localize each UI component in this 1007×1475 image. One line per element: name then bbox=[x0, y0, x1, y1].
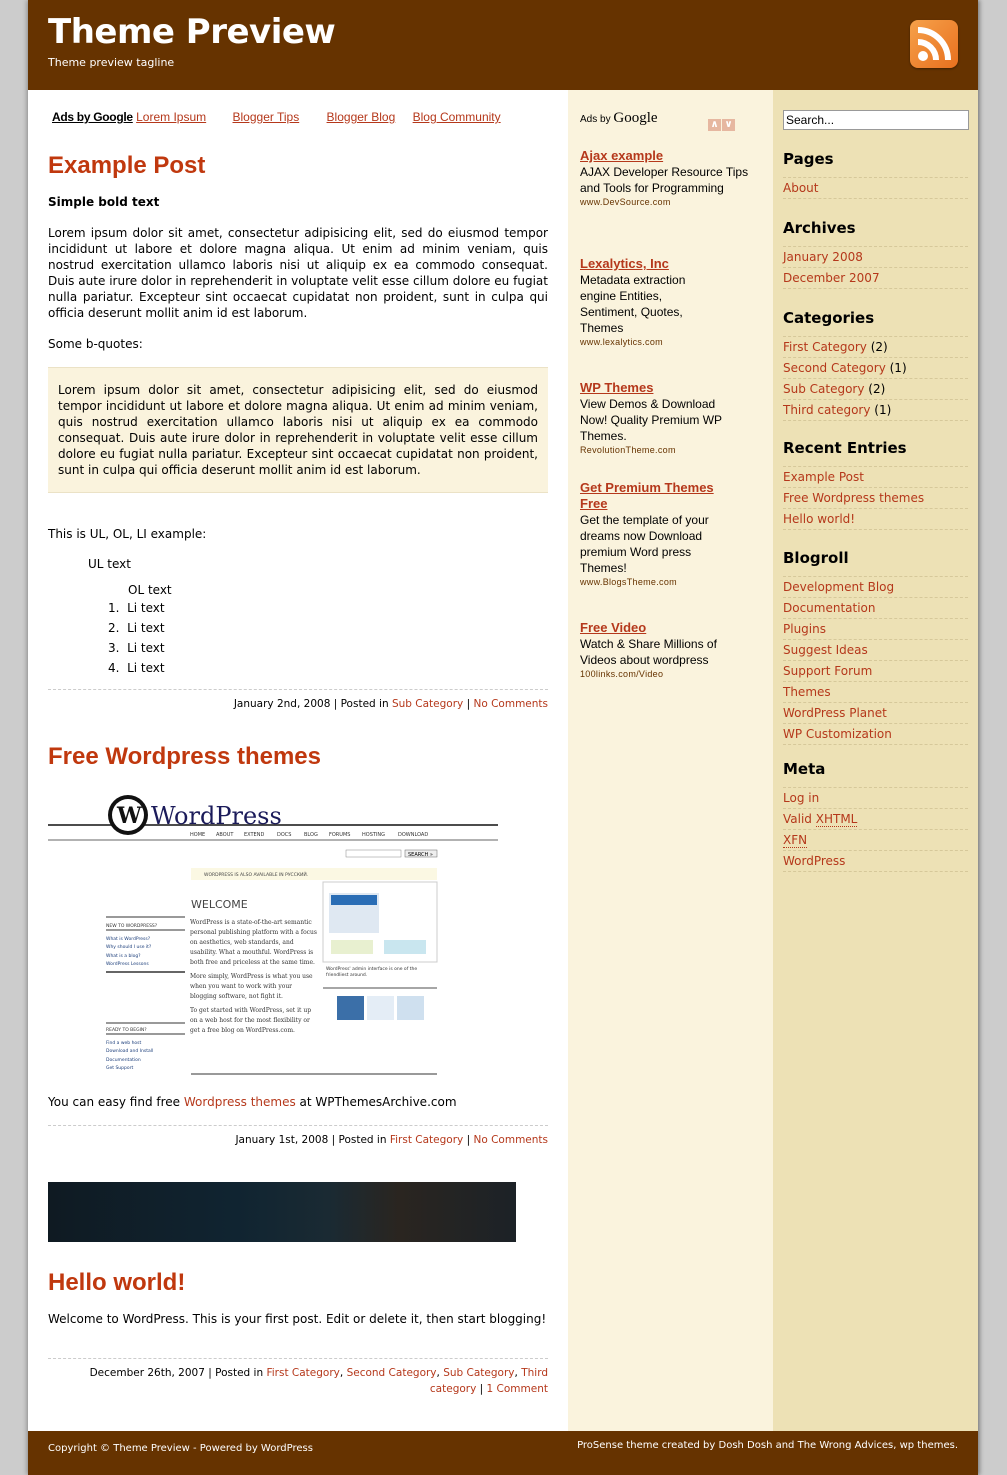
svg-text:WELCOME: WELCOME bbox=[191, 898, 248, 911]
rss-feed-icon[interactable] bbox=[910, 20, 958, 68]
post-date: January 1st, 2008 bbox=[235, 1134, 329, 1146]
ad-url[interactable]: www.lexalytics.com bbox=[580, 337, 663, 347]
post-text: You can easy find free Wordpress themes at WPThemesArchive.com bbox=[48, 1095, 457, 1109]
page-container bbox=[28, 0, 978, 1475]
category-link[interactable]: Third category bbox=[429, 1367, 548, 1395]
link-unit-blog-community[interactable]: Blog Community bbox=[412, 110, 501, 124]
blogroll-link[interactable]: WordPress Planet bbox=[783, 703, 968, 724]
ads-by-google-label[interactable]: Ads by Google bbox=[52, 110, 133, 124]
svg-text:W: W bbox=[117, 803, 142, 829]
ad-next-arrow-icon[interactable]: ∨ bbox=[722, 119, 735, 131]
ol-item: 2. Li text bbox=[108, 621, 165, 635]
post-paragraph: Lorem ipsum dolor sit amet, consectetur adipisicing elit, sed do eiusmod tempor incididunt ut labore et dolore magna aliqua. Ut enim ad minim veniam, quis nostrud exercitation ullamco laboris nisi ut aliquip ex ea commodo consequat. Duis aute irure dolor in reprehenderit in voluptate velit esse cillum dolore eu fugiat nulla pariatur. Excepteur sint occaecat cupidatat non proident, sunt in culpa qui officia deserunt mollit anim id est laborum. bbox=[48, 226, 548, 320]
ol-item: 3. Li text bbox=[108, 641, 165, 655]
sidebar-heading-blogroll: Blogroll bbox=[783, 549, 849, 567]
svg-text:HOME: HOME bbox=[190, 832, 206, 838]
ad-item[interactable] bbox=[580, 380, 760, 456]
ad-description: Metadata extraction engine Entities, Sentiment, Quotes, Themes bbox=[580, 273, 686, 335]
ad-url[interactable]: RevolutionTheme.com bbox=[580, 445, 676, 455]
link-unit-blogger-tips[interactable]: Blogger Tips bbox=[232, 110, 300, 124]
category-item[interactable]: First Category (2) bbox=[783, 337, 968, 358]
ad-description: AJAX Developer Resource Tips and Tools for Programming bbox=[580, 165, 749, 195]
comments-link[interactable]: No Comments bbox=[473, 1134, 548, 1146]
svg-text:What is a blog?: What is a blog? bbox=[106, 954, 141, 959]
comments-link[interactable]: 1 Comment bbox=[486, 1383, 548, 1395]
wordpress-link[interactable]: WordPress bbox=[783, 851, 968, 872]
svg-text:Why should I use it?: Why should I use it? bbox=[106, 945, 152, 950]
svg-text:WordPress' admin interface is: WordPress' admin interface is one of the bbox=[326, 967, 418, 972]
site-title[interactable]: Theme Preview bbox=[48, 12, 336, 52]
site-tagline: Theme preview tagline bbox=[48, 56, 175, 69]
blogroll-link[interactable]: Plugins bbox=[783, 619, 968, 640]
blogroll-link[interactable]: Suggest Ideas bbox=[783, 640, 968, 661]
recent-entries-list bbox=[783, 466, 968, 530]
main-content bbox=[28, 90, 568, 1431]
svg-text:DOCS: DOCS bbox=[277, 832, 292, 838]
sidebar-link-about[interactable]: About bbox=[783, 178, 968, 199]
svg-text:HOSTING: HOSTING bbox=[362, 832, 386, 838]
link-unit-blogger-blog[interactable]: Blogger Blog bbox=[326, 110, 396, 124]
svg-text:WordPress Lessons: WordPress Lessons bbox=[106, 962, 149, 967]
sidebar bbox=[773, 90, 978, 1431]
sidebar-heading-meta: Meta bbox=[783, 760, 826, 778]
svg-text:NEW TO WORDPRESS?: NEW TO WORDPRESS? bbox=[106, 924, 158, 929]
svg-text:ABOUT: ABOUT bbox=[216, 832, 234, 838]
post-meta: January 2nd, 2008 | Posted in Sub Category | No Comments bbox=[48, 689, 548, 712]
banner-image bbox=[48, 1182, 516, 1242]
svg-text:READY TO BEGIN?: READY TO BEGIN? bbox=[106, 1028, 147, 1033]
svg-text:EXTEND: EXTEND bbox=[244, 832, 265, 838]
pages-list bbox=[783, 177, 968, 199]
ad-url[interactable]: www.BlogsTheme.com bbox=[580, 577, 677, 587]
comments-link[interactable]: No Comments bbox=[473, 698, 548, 710]
post-meta: January 1st, 2008 | Posted in First Category | No Comments bbox=[48, 1125, 548, 1148]
categories-list bbox=[783, 336, 968, 421]
archive-link[interactable]: December 2007 bbox=[783, 268, 968, 289]
recent-entry-link[interactable]: Example Post bbox=[783, 467, 968, 488]
site-header bbox=[28, 0, 978, 90]
ad-url[interactable]: www.DevSource.com bbox=[580, 197, 671, 207]
site-footer bbox=[28, 1431, 978, 1475]
category-link[interactable]: Sub Category bbox=[443, 1367, 515, 1379]
ad-title[interactable]: Lexalytics, Inc bbox=[580, 256, 669, 271]
svg-text:friendliest around.: friendliest around. bbox=[326, 973, 368, 978]
blogroll-link[interactable]: WP Customization bbox=[783, 724, 968, 745]
svg-text:BLOG: BLOG bbox=[304, 832, 318, 838]
ad-item[interactable] bbox=[580, 148, 760, 208]
ads-by-google-header[interactable]: Ads by Google bbox=[580, 110, 658, 126]
post-title-hello-world[interactable]: Hello world! bbox=[48, 1269, 186, 1296]
ad-item[interactable] bbox=[580, 620, 760, 680]
category-item[interactable]: Third category (1) bbox=[783, 400, 968, 421]
archive-link[interactable]: January 2008 bbox=[783, 247, 968, 268]
category-item[interactable]: Second Category (1) bbox=[783, 358, 968, 379]
sidebar-heading-pages: Pages bbox=[783, 150, 834, 168]
svg-text:WORDPRESS IS ALSO AVAILABLE IN: WORDPRESS IS ALSO AVAILABLE IN РУССКИЙ. bbox=[204, 873, 309, 878]
ad-description: Get the template of your dreams now Download premium Word press Themes! bbox=[580, 513, 709, 575]
wordpress-themes-link[interactable]: Wordpress themes bbox=[183, 1095, 296, 1109]
bquote-intro: Some b-quotes: bbox=[48, 337, 143, 351]
ad-item[interactable] bbox=[580, 480, 760, 588]
post-date: December 26th, 2007 bbox=[89, 1367, 205, 1379]
ol-text: OL text bbox=[128, 583, 172, 597]
ad-title[interactable]: Ajax example bbox=[580, 148, 664, 163]
svg-text:DOWNLOAD: DOWNLOAD bbox=[398, 832, 429, 838]
ol-item: 1. Li text bbox=[108, 601, 165, 615]
login-link[interactable]: Log in bbox=[783, 788, 968, 809]
ad-item[interactable] bbox=[580, 256, 760, 348]
blogroll-link[interactable]: Support Forum bbox=[783, 661, 968, 682]
svg-text:Download and Install: Download and Install bbox=[106, 1049, 154, 1054]
google-link-unit bbox=[52, 110, 501, 124]
sidebar-heading-recent-entries: Recent Entries bbox=[783, 439, 907, 457]
post-paragraph: Welcome to WordPress. This is your first post. Edit or delete it, then start blogging! bbox=[48, 1312, 547, 1326]
wordpress-screenshot-image: W WordPress HOME ABOUT EXTEND DOCS BLOG FORUMS HOSTING DOWNLOAD SEARCH » WORDPRESS IS ALSO AVAILABLE IN РУССКИЙ. WELCOME NEW TO WORDPRESS? What is WordPress? Why should I use it? What is a blog? WordPress Lessons READY TO BEGIN? Find a web host Download and Install Documentation Get Support WordPress is a state-of-the-art semantic personal publishing platform with a focus on aesthetics, web standards, and usability. What a mouthful. WordPress is both free and priceless at the same time. More simply, WordPress is what you use when you want to work with your blogging software, not fight it. To get started with WordPress, set it up on a web host for the most flexibility or get a free blog on WordPress.com. WordPress' admin interface is one of the friendliest around. bbox=[48, 790, 498, 1075]
footer-credits: ProSense theme created by Dosh Dosh and The Wrong Advices, wp themes. bbox=[577, 1440, 958, 1451]
ad-description: View Demos & Download Now! Quality Premium WP Themes. bbox=[580, 397, 722, 443]
archives-list bbox=[783, 246, 968, 289]
category-link[interactable]: Second Category bbox=[346, 1367, 437, 1379]
svg-text:Get Support: Get Support bbox=[106, 1066, 134, 1071]
category-link[interactable]: Sub Category bbox=[391, 698, 464, 710]
category-link[interactable]: First Category bbox=[266, 1367, 340, 1379]
svg-text:Find a web host: Find a web host bbox=[106, 1041, 142, 1046]
svg-text:Documentation: Documentation bbox=[106, 1058, 141, 1063]
sidebar-heading-categories: Categories bbox=[783, 309, 875, 327]
post-date: January 2nd, 2008 bbox=[233, 698, 331, 710]
ad-url[interactable]: 100links.com/Video bbox=[580, 669, 664, 679]
svg-text:FORUMS: FORUMS bbox=[329, 832, 351, 838]
post-meta: December 26th, 2007 | Posted in First Category, Second Category, Sub Category, Third category | 1 Comment bbox=[48, 1358, 548, 1397]
ad-title[interactable]: Free Video bbox=[580, 620, 647, 635]
xfn-link[interactable]: XFN bbox=[783, 830, 968, 851]
recent-entry-link[interactable]: Hello world! bbox=[783, 509, 968, 530]
ad-title[interactable]: Get Premium Themes Free bbox=[580, 480, 714, 511]
svg-text:SEARCH »: SEARCH » bbox=[408, 852, 433, 858]
blogroll-link[interactable]: Documentation bbox=[783, 598, 968, 619]
list-intro: This is UL, OL, LI example: bbox=[48, 527, 207, 541]
valid-xhtml-link[interactable]: Valid XHTML bbox=[783, 809, 968, 830]
category-link[interactable]: First Category bbox=[389, 1134, 464, 1146]
link-unit-lorem-ipsum[interactable]: Lorem Ipsum bbox=[136, 110, 207, 124]
ad-title[interactable]: WP Themes bbox=[580, 380, 654, 395]
search-input[interactable]: Search... bbox=[783, 110, 969, 130]
post-title-free-wordpress-themes[interactable]: Free Wordpress themes bbox=[48, 743, 321, 770]
ads-column bbox=[568, 90, 773, 1431]
ol-item: 4. Li text bbox=[108, 661, 165, 675]
meta-list bbox=[783, 787, 968, 872]
svg-text:What is WordPress?: What is WordPress? bbox=[106, 937, 151, 942]
recent-entry-link[interactable]: Free Wordpress themes bbox=[783, 488, 968, 509]
ul-text: UL text bbox=[88, 557, 131, 571]
blogroll-list bbox=[783, 576, 968, 745]
blogroll-link[interactable]: Development Blog bbox=[783, 577, 968, 598]
ad-prev-arrow-icon[interactable]: ∧ bbox=[708, 119, 721, 131]
post-title-example-post[interactable]: Example Post bbox=[48, 152, 206, 179]
ad-nav bbox=[708, 112, 736, 131]
svg-text:WordPress: WordPress bbox=[151, 802, 282, 830]
blogroll-link[interactable]: Themes bbox=[783, 682, 968, 703]
ad-description: Watch & Share Millions of Videos about wordpress bbox=[580, 637, 717, 667]
footer-copyright: Copyright © Theme Preview - Powered by WordPress bbox=[48, 1443, 313, 1454]
post-bold-text: Simple bold text bbox=[48, 195, 160, 209]
blockquote: Lorem ipsum dolor sit amet, consectetur adipisicing elit, sed do eiusmod tempor incididunt ut labore et dolore magna aliqua. Ut enim ad minim veniam, quis nostrud exercitation ullamco laboris nisi ut aliquip ex ea commodo consequat. Duis aute irure dolor in reprehenderit in voluptate velit esse cillum dolore eu fugiat nulla pariatur. Excepteur sint occaecat cupidatat non proident, sunt in culpa qui officia deserunt mollit anim id est laborum. bbox=[48, 367, 548, 493]
category-item[interactable]: Sub Category (2) bbox=[783, 379, 968, 400]
sidebar-heading-archives: Archives bbox=[783, 219, 856, 237]
